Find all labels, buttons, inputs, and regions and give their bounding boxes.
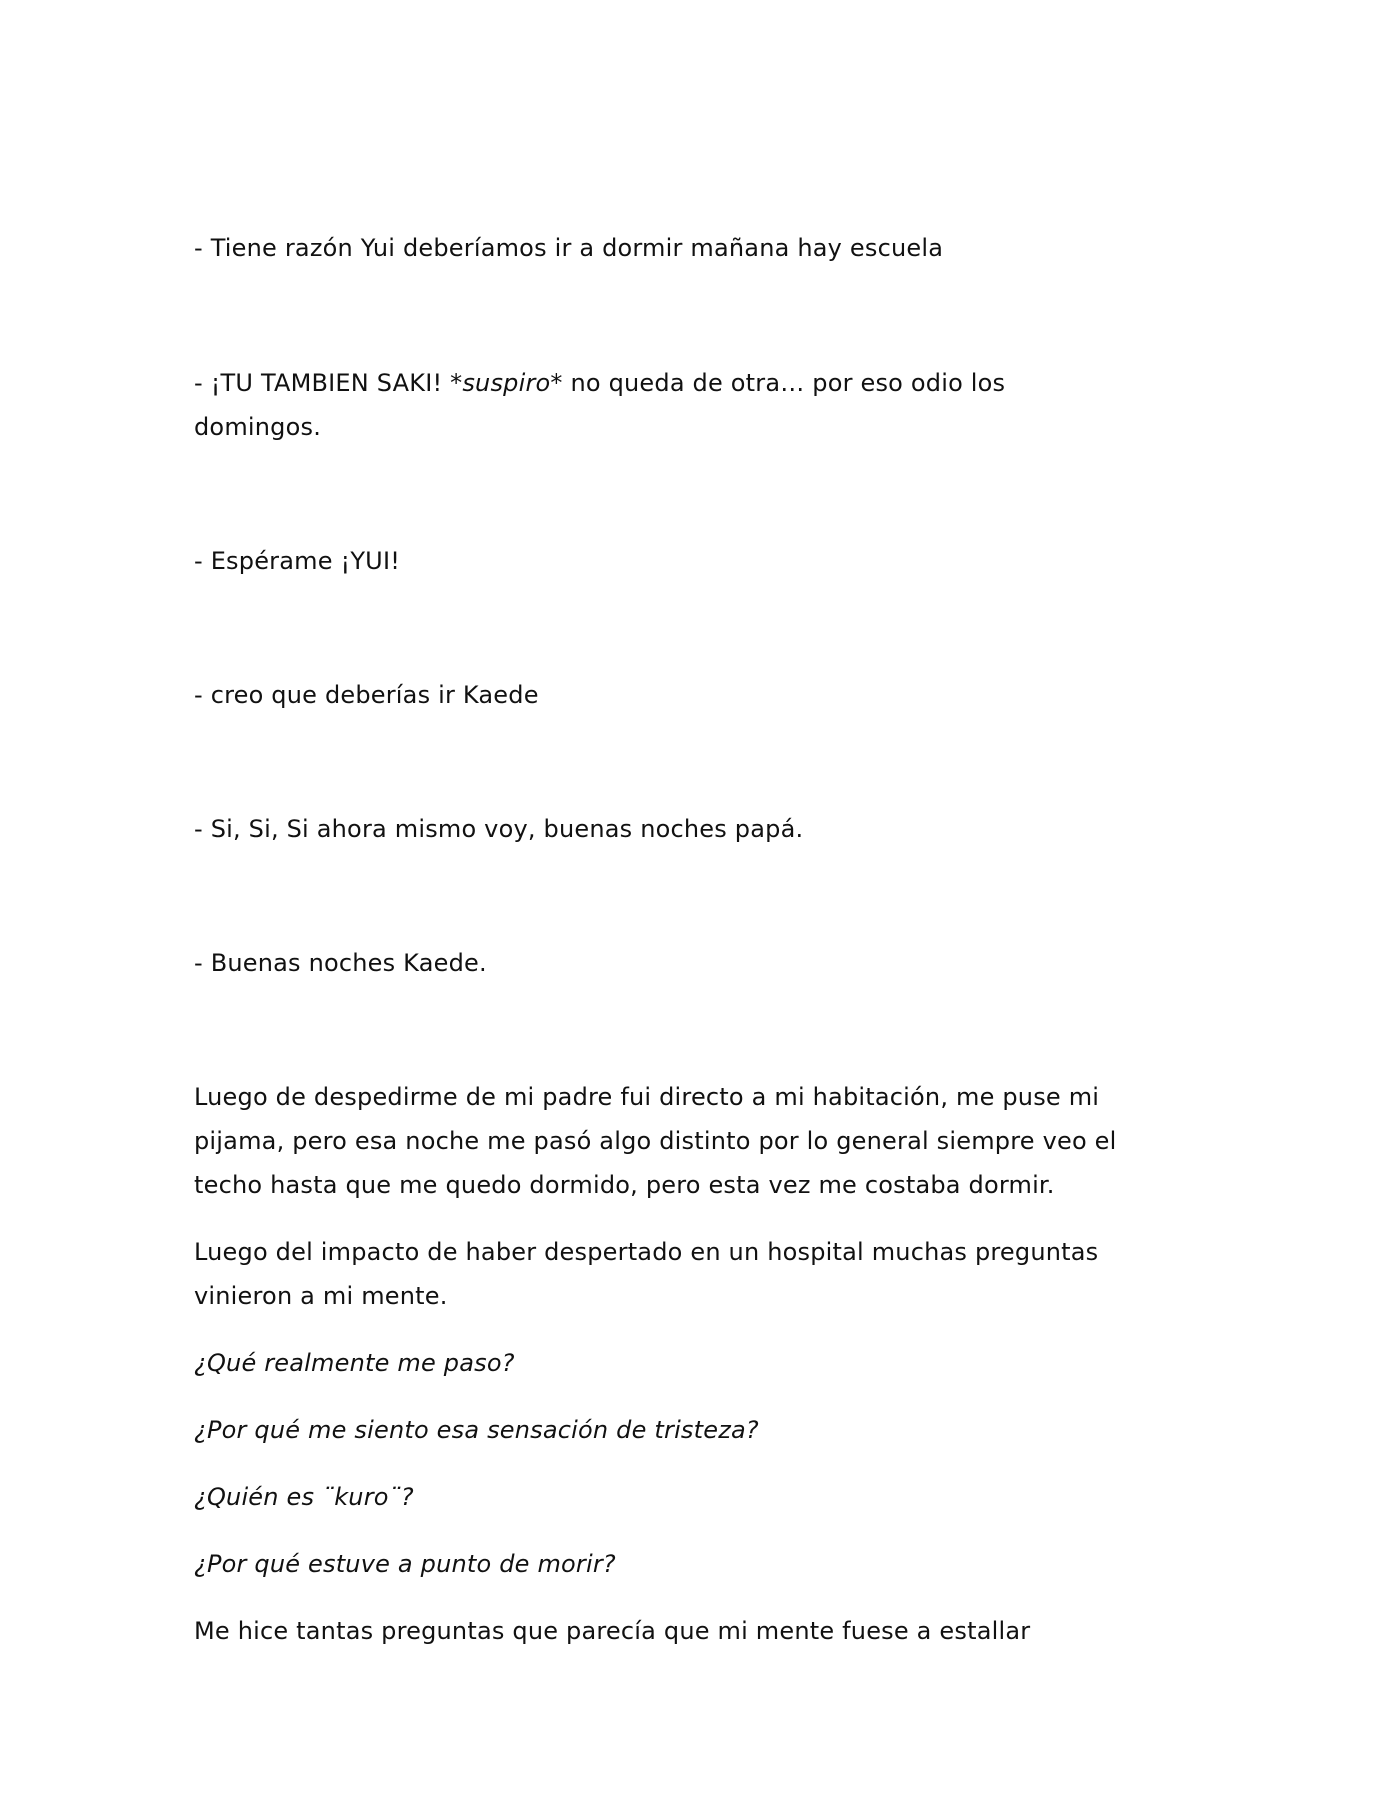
paragraph-line: Luego de despedirme de mi padre fui directo a mi habitación, me puse mi (194, 1083, 1100, 1111)
dialogue-line: - Espérame ¡YUI! (194, 547, 401, 575)
dialogue-line: domingos. (194, 413, 322, 441)
question-line: ¿Por qué me siento esa sensación de tristeza? (194, 1416, 759, 1444)
question-line: ¿Qué realmente me paso? (194, 1349, 515, 1377)
dialogue-line (194, 361, 1005, 405)
dialogue-line: - Si, Si, Si ahora mismo voy, buenas noches papá. (194, 815, 804, 843)
paragraph-line: pijama, pero esa noche me pasó algo distinto por lo general siempre veo el (194, 1127, 1117, 1155)
dialogue-text: no queda de otra… por eso odio los (562, 369, 1006, 397)
paragraph-line: Me hice tantas preguntas que parecía que mi mente fuese a estallar (194, 1617, 1031, 1645)
sigh-text: *suspiro* (450, 369, 563, 397)
dialogue-text: - ¡TU TAMBIEN SAKI! (194, 369, 451, 397)
paragraph-line: techo hasta que me quedo dormido, pero esta vez me costaba dormir. (194, 1171, 1055, 1199)
paragraph-line: Luego del impacto de haber despertado en un hospital muchas preguntas (194, 1238, 1099, 1266)
question-line: ¿Quién es ¨kuro¨? (194, 1483, 414, 1511)
dialogue-line: - Tiene razón Yui deberíamos ir a dormir mañana hay escuela (194, 234, 944, 262)
dialogue-line: - creo que deberías ir Kaede (194, 681, 539, 709)
paragraph-line: vinieron a mi mente. (194, 1282, 448, 1310)
question-line: ¿Por qué estuve a punto de morir? (194, 1550, 616, 1578)
dialogue-line: - Buenas noches Kaede. (194, 949, 487, 977)
